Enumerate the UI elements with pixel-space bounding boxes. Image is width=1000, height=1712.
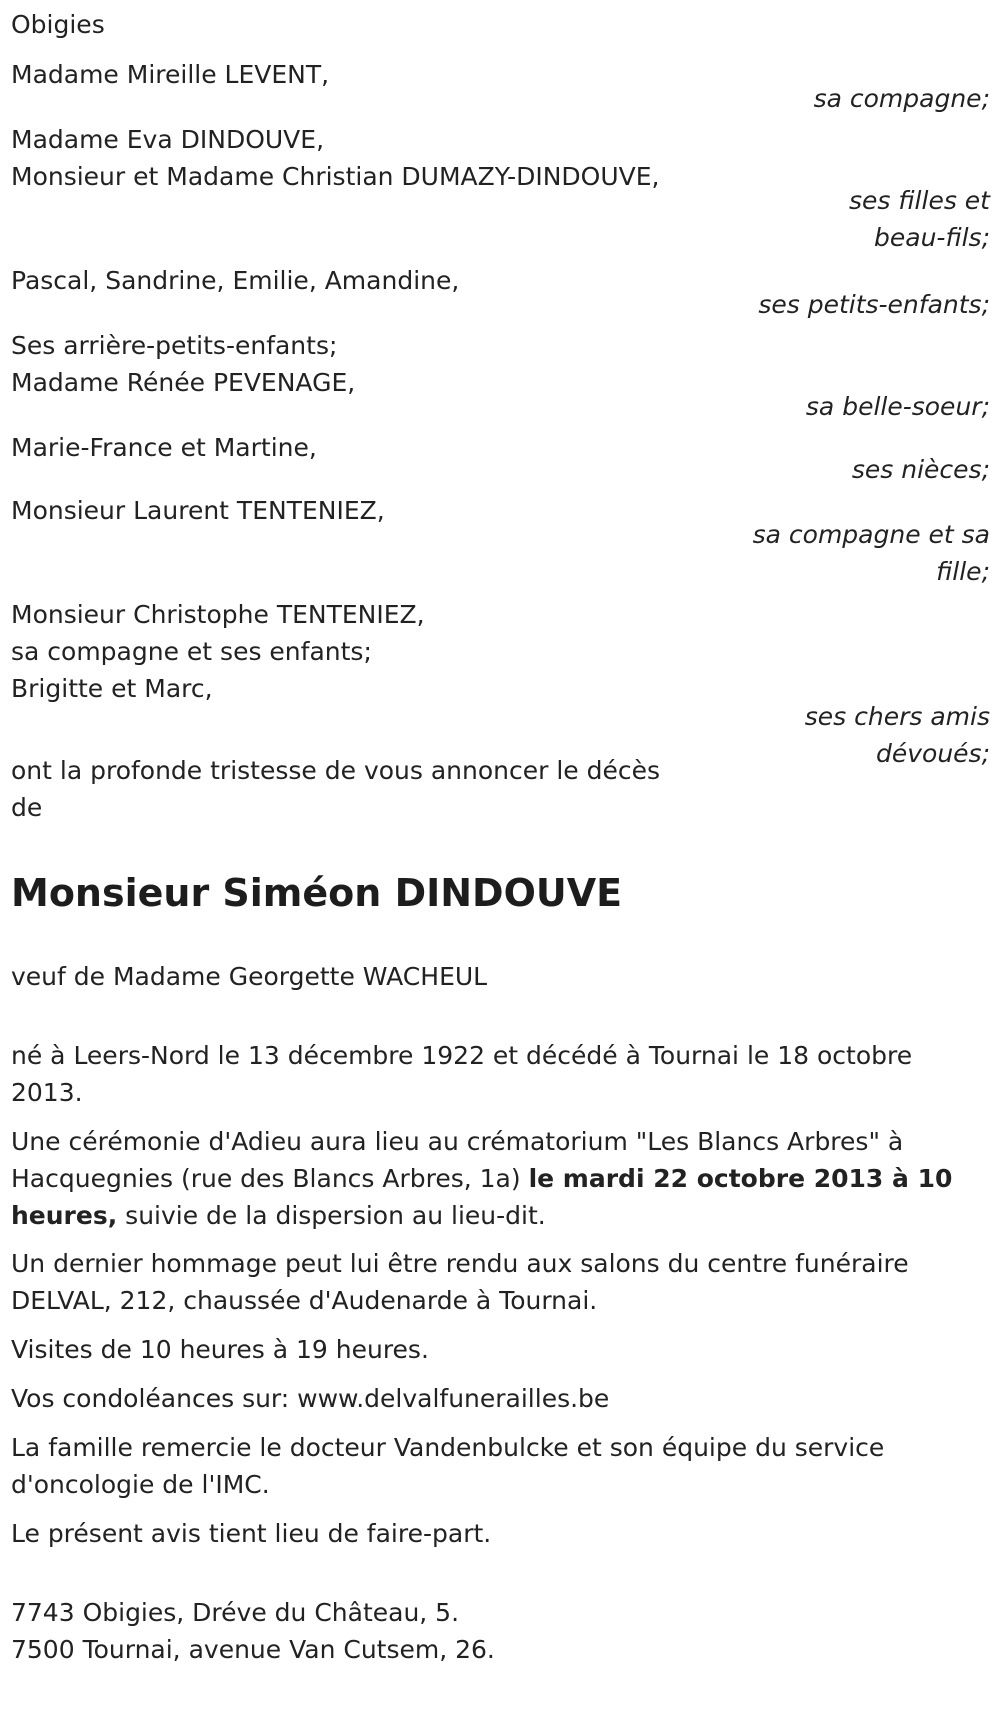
homage-line: DELVAL, 212, chaussée d'Audenarde à Tournai. <box>11 1286 598 1315</box>
condolences-line: Vos condoléances sur: www.delvalfunerailles.be <box>11 1384 610 1413</box>
ceremony-dispersion: suivie de la dispersion au lieu-dit. <box>117 1201 546 1230</box>
family-member: Marie-France et Martine, <box>11 433 317 462</box>
relation-label: dévoués; <box>875 739 990 768</box>
ceremony-line <box>11 1197 546 1234</box>
family-member: Monsieur Laurent TENTENIEZ, <box>11 496 385 525</box>
homage-line: Un dernier hommage peut lui être rendu aux salons du centre funéraire <box>11 1249 909 1278</box>
family-member: Madame Eva DINDOUVE, <box>11 125 325 154</box>
place-heading: Obigies <box>11 10 105 39</box>
relation-label: ses chers amis <box>804 702 990 731</box>
address-line: 7500 Tournai, avenue Van Cutsem, 26. <box>11 1635 495 1664</box>
family-member: Madame Mireille LEVENT, <box>11 60 330 89</box>
relation-label: sa compagne; <box>813 84 990 113</box>
family-member: sa compagne et ses enfants; <box>11 637 372 666</box>
deceased-name: Monsieur Siméon DINDOUVE <box>11 871 623 915</box>
announcement: de <box>11 793 43 822</box>
relation-label: fille; <box>936 557 990 586</box>
ceremony-date: le mardi 22 octobre 2013 à 10 <box>528 1164 953 1193</box>
ceremony-line: Une cérémonie d'Adieu aura lieu au crématorium "Les Blancs Arbres" à <box>11 1127 904 1156</box>
announcement: ont la profonde tristesse de vous annoncer le décès <box>11 756 661 785</box>
spouse-line: veuf de Madame Georgette WACHEUL <box>11 962 488 991</box>
birth-death-line: né à Leers-Nord le 13 décembre 1922 et décédé à Tournai le 18 octobre <box>11 1041 913 1070</box>
family-member: Pascal, Sandrine, Emilie, Amandine, <box>11 266 460 295</box>
family-member: Monsieur et Madame Christian DUMAZY-DINDOUVE, <box>11 162 660 191</box>
relation-label: beau-fils; <box>874 223 990 252</box>
address-line: 7743 Obigies, Dréve du Château, 5. <box>11 1598 460 1627</box>
family-member: Brigitte et Marc, <box>11 674 213 703</box>
ceremony-line <box>11 1160 952 1197</box>
relation-label: ses nièces; <box>851 455 990 484</box>
relation-label: sa compagne et sa <box>752 520 990 549</box>
birth-death-line: 2013. <box>11 1078 83 1107</box>
visits-line: Visites de 10 heures à 19 heures. <box>11 1335 429 1364</box>
ceremony-place: Hacquegnies (rue des Blancs Arbres, 1a) <box>11 1164 529 1193</box>
notice-line: Le présent avis tient lieu de faire-part. <box>11 1519 492 1548</box>
relation-label: sa belle-soeur; <box>805 392 990 421</box>
family-member: Madame Rénée PEVENAGE, <box>11 368 356 397</box>
family-member: Ses arrière-petits-enfants; <box>11 331 338 360</box>
relation-label: ses petits-enfants; <box>758 290 990 319</box>
relation-label: ses filles et <box>849 186 990 215</box>
thanks-line: La famille remercie le docteur Vandenbulcke et son équipe du service <box>11 1433 885 1462</box>
ceremony-time: heures, <box>11 1201 118 1230</box>
thanks-line: d'oncologie de l'IMC. <box>11 1470 270 1499</box>
family-member: Monsieur Christophe TENTENIEZ, <box>11 600 425 629</box>
